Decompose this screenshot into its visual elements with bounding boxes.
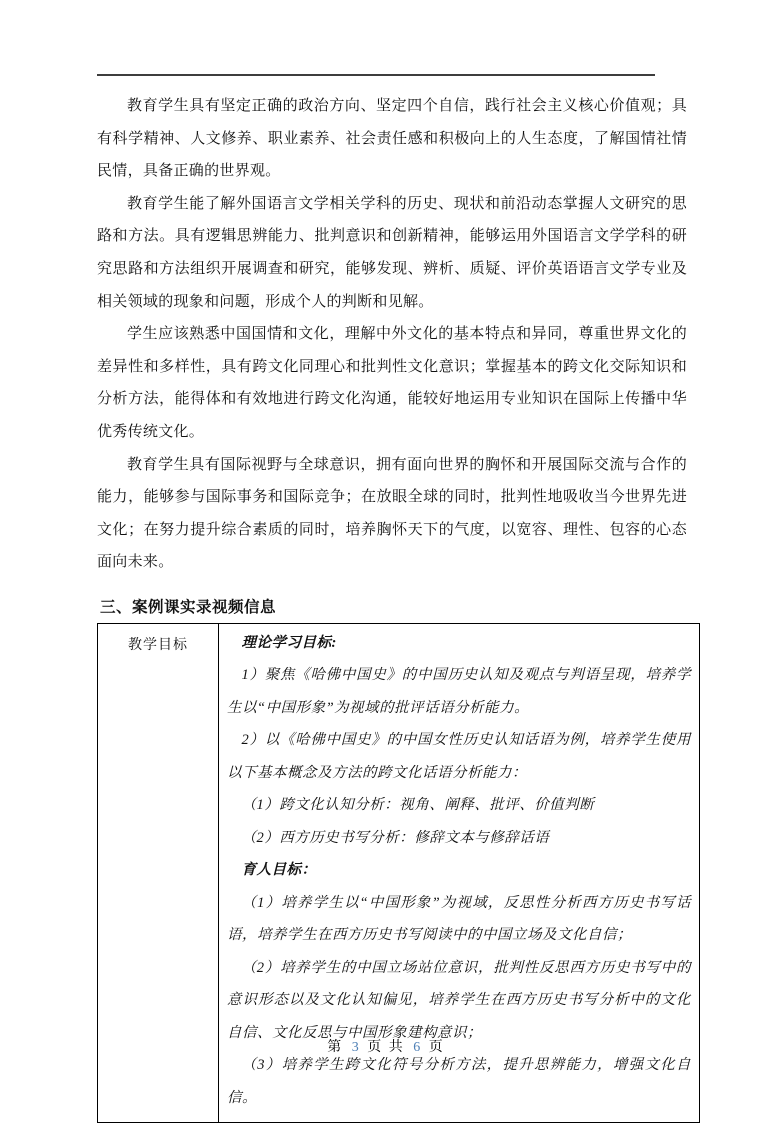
page-number: 3 (351, 1040, 359, 1055)
footer-label-ye2: 页 (428, 1040, 445, 1055)
body-text (97, 90, 691, 1123)
body-paragraph-3: 学生应该熟悉中国国情和文化，理解中外文化的基本特点和异同，尊重世界文化的差异性和多样性，具有跨文化同理心和批判性文化意识；掌握基本的跨文化交际知识和分析方法，能得体和有效地进行跨文化沟通，能较好地运用专业知识在国际上传播中华优秀传统文化。 (97, 326, 687, 440)
header-divider-line (97, 74, 655, 76)
theory-objective-item-2: 2）以《哈佛中国史》的中国女性历史认知话语为例，培养学生使用以下基本概念及方法的跨文化话语分析能力： (227, 732, 691, 781)
moral-objective-item-1: （1）培养学生以“中国形象”为视域，反思性分析西方历史书写话语，培养学生在西方历史书写阅读中的中国立场及文化自信； (227, 894, 691, 944)
row-label-cell: 教学目标 (98, 623, 219, 1123)
moral-objective-item-3: （3）培养学生跨文化符号分析方法，提升思辨能力，增强文化自信。 (227, 1057, 691, 1106)
total-pages: 6 (413, 1040, 421, 1055)
footer-label-ye1: 页 (367, 1040, 384, 1055)
theory-objective-sub-item-2: （2）西方历史书写分析：修辞文本与修辞话语 (241, 829, 550, 846)
body-paragraph-1: 教育学生具有坚定正确的政治方向、坚定四个自信，践行社会主义核心价值观；具有科学精神、人文修养、职业素养、社会责任感和积极向上的人生态度，了解国情社情民情，具备正确的世界观。 (97, 98, 687, 180)
theory-objectives-heading: 理论学习目标: (241, 634, 337, 651)
section-heading: 三、案例课实录视频信息 (100, 598, 277, 616)
body-paragraph-2: 教育学生能了解外国语言文学相关学科的历史、现状和前沿动态掌握人文研究的思路和方法。具有逻辑思辨能力、批判意识和创新精神，能够运用外国语言文学学科的研究思路和方法组织开展调查和研究，能够发现、辨析、质疑、评价英语语言文学专业及相关领域的现象和问题，形成个人的判断和见解。 (97, 195, 687, 310)
page-footer (0, 1036, 772, 1056)
moral-objective-item-2: （2）培养学生的中国立场站位意识，批判性反思西方历史书写中的意识形态以及文化认知偏见，培养学生在西方历史书写分析中的文化自信、文化反思与中国形象建构意识； (227, 959, 691, 1041)
theory-objective-item-1: 1）聚焦《哈佛中国史》的中国历史认知及观点与判语呈现，培养学生以“中国形象”为视域的批评话语分析能力。 (227, 667, 691, 716)
body-paragraph-4: 教育学生具有国际视野与全球意识，拥有面向世界的胸怀和开展国际交流与合作的能力，能够参与国际事务和国际竞争；在放眼全球的同时，批判性地吸收当今世界先进文化；在努力提升综合素质的同时，培养胸怀天下的气度，以宽容、理性、包容的心态面向未来。 (97, 456, 687, 571)
footer-label-gong: 共 (388, 1040, 405, 1055)
theory-objective-sub-item-1: （1）跨文化认知分析：视角、阐释、批评、价值判断 (241, 797, 595, 814)
footer-label-di: 第 (327, 1040, 344, 1055)
moral-objectives-heading: 育人目标： (241, 862, 317, 879)
